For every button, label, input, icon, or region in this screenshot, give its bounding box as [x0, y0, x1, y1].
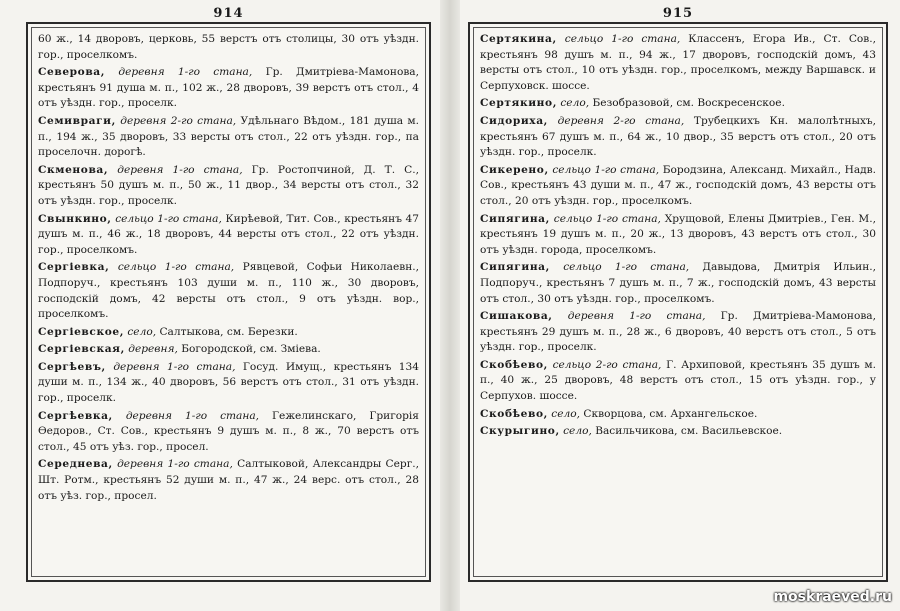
gazetteer-entry [38, 325, 419, 341]
gazetteer-entry [38, 409, 419, 456]
entry-place-name: Сидориха, [480, 114, 548, 127]
right-page-number: 915 [470, 6, 886, 21]
entry-description: Кирѣевой, Тит. Сов., крестьянъ 47 душъ м. п., 46 ж., 18 дворовъ, 44 версты отъ стол., 22 отъ уѣздн. гор., проселкомъ. [38, 212, 419, 256]
left-page [26, 6, 431, 582]
entry-settlement-type: сельцо 1-го стана, [117, 261, 235, 274]
entry-place-name: Середнева, [38, 458, 113, 471]
gazetteer-entry [38, 114, 419, 161]
gazetteer-entry [480, 424, 876, 440]
entry-place-name: Сергѣевка, [38, 409, 113, 422]
gazetteer-entry [480, 114, 876, 161]
entry-settlement-type: деревня 1-го стана, [117, 163, 243, 176]
entry-settlement-type: село, [560, 97, 590, 110]
gazetteer-entry [38, 212, 419, 259]
entry-place-name: Скобѣево, [480, 358, 548, 371]
entry-description: Безобразовой, см. Воскресенское. [592, 97, 785, 110]
entry-place-name: Сергіевка, [38, 261, 110, 274]
entry-description: Трубецкихъ Кн. малолѣтныхъ, крестьянъ 67 душъ м. п., 64 ж., 10 двор., 35 верстъ отъ стол., 20 отъ уѣздн. гор., проселк. [480, 114, 877, 159]
entry-place-name: Сертякино, [480, 97, 557, 110]
entry-place-name: Скобѣево, [480, 407, 548, 420]
entry-settlement-type: сельцо 1-го стана, [552, 163, 660, 176]
entry-description: Давыдова, Дмитрія Ильин., Подпоруч., крестьянъ 7 душъ м. п., 7 ж., господскій домъ, 43 версты отъ стол., 30 отъ уѣздн. гор., проселкомъ. [480, 261, 876, 305]
entry-description: Гр. Ростопчиной, Д. Т. С., крестьянъ 50 душъ м. п., 50 ж., 11 двор., 34 версты отъ стол., 32 отъ уѣздн. гор., проселк. [38, 163, 420, 207]
entry-description: Гр. Дмитріева-Мамонова, крестьянъ 91 душа м. п., 102 ж., 28 дворовъ, 39 верстъ отъ стол., 4 отъ уѣздн. гор., проселк. [38, 66, 419, 110]
gazetteer-entry [38, 342, 419, 358]
entry-settlement-type: село, [563, 425, 592, 438]
entry-place-name: Северова, [38, 66, 106, 79]
entry-settlement-type: сельцо 1-го стана, [553, 212, 661, 225]
gazetteer-entry [480, 212, 876, 259]
entry-settlement-type: деревня 1-го стана, [125, 409, 260, 422]
entry-settlement-type: сельцо 1-го стана, [115, 212, 222, 225]
gazetteer-entry [480, 407, 876, 423]
entry-place-name: Свынкино, [38, 212, 112, 225]
entry-description: Хрущовой, Елены Дмитріев., Ген. М., крестьянъ 19 душъ м. п., 20 ж., 13 дворовъ, 43 верстъ отъ стол., 30 отъ уѣздн. города, проселкомъ. [480, 212, 876, 256]
gazetteer-entry [38, 260, 419, 322]
entry-place-name: Сикерено, [480, 163, 549, 176]
entry-description: Г. Архиповой, крестьянъ 35 душъ м. п., 40 ж., 25 дворовъ, 48 верстъ отъ стол., 15 отъ уѣздн. гор., у Серпухов. шоссе. [480, 358, 876, 403]
entry-description: Классенъ, Егора Ив., Ст. Сов., крестьянъ 98 душъ м. п., 94 ж., 17 дворовъ, господскій домъ, 43 версты отъ стол., 10 отъ уѣздн. гор., проселкомъ, между Варшавск. и Серпуховск. шоссе. [480, 33, 877, 92]
entry-place-name: Сипягина, [480, 212, 550, 225]
entry-description: Бородзина, Александ. Михайл., Надв. Сов., крестьянъ 43 души м. п., 47 ж., господскій домъ, 43 версты отъ стол., 20 отъ уѣздн. гор., проселкомъ. [480, 163, 876, 207]
gazetteer-entry [38, 360, 419, 407]
entry-place-name: Скурыгино, [480, 425, 560, 438]
entry-place-name: Семивраги, [38, 114, 116, 127]
entry-settlement-type: деревня, [128, 343, 178, 356]
gazetteer-entry [480, 260, 876, 307]
entry-settlement-type: село, [127, 325, 157, 338]
entry-description: Салтыковой, Александры Серг., Шт. Ротм., крестьянъ 52 души м. п., 47 ж., 24 верс. отъ стол., 28 отъ уѣз. гор., просел. [38, 458, 419, 502]
entry-settlement-type: село, [551, 407, 580, 420]
gazetteer-entry [480, 32, 876, 94]
entry-place-name: Сергѣевъ, [38, 360, 106, 373]
entry-place-name: Сертякина, [480, 33, 557, 45]
entry-description: Богородской, см. Зміева. [181, 343, 321, 356]
right-page [468, 6, 888, 582]
entry-settlement-type: деревня 2-го стана, [120, 114, 237, 127]
right-page-text [480, 32, 876, 442]
gazetteer-entry [38, 32, 419, 63]
entry-settlement-type: сельцо 2-го стана, [552, 358, 662, 371]
gazetteer-entry [38, 65, 419, 112]
entry-description: Гр. Дмитріева-Мамонова, крестьянъ 29 душъ м. п., 28 ж., 6 дворовъ, 40 верстъ отъ стол., 5 отъ уѣздн. гор., проселк. [480, 310, 876, 354]
entry-place-name: Сергіевское, [38, 325, 124, 338]
entry-place-name: Скменова, [38, 163, 109, 176]
site-watermark: moskraeved.ru [773, 589, 892, 605]
book-gutter [440, 0, 460, 611]
entry-settlement-type: деревня 1-го стана, [567, 310, 706, 323]
entry-description: Рявцевой, Софьи Николаевн., Подпоруч., крестьянъ 103 души м. п., 110 ж., 30 дворовъ, господскій домъ, 42 версты отъ стол., 9 отъ уѣздн. вор., проселкомъ. [38, 261, 420, 321]
entry-settlement-type: сельцо 1-го стана, [564, 33, 681, 45]
entry-description: Госуд. Имущ., крестьянъ 134 души м. п., 134 ж., 40 дворовъ, 56 верстъ отъ стол., 31 отъ уѣздн. гор., проселк. [38, 360, 419, 405]
entry-description: Скворцова, см. Архангельское. [583, 407, 758, 420]
gazetteer-entry [38, 457, 419, 504]
gazetteer-entry [480, 163, 876, 210]
entry-settlement-type: сельцо 1-го стана, [563, 261, 690, 274]
entry-place-name: Сергіевская, [38, 343, 125, 356]
left-page-number: 914 [28, 6, 429, 21]
left-page-text [38, 32, 419, 506]
entry-description: 60 ж., 14 дворовъ, церковь, 55 верстъ отъ столицы, 30 отъ уѣздн. гор., проселкомъ. [38, 33, 419, 61]
gazetteer-entry [480, 96, 876, 112]
gazetteer-entry [480, 358, 876, 405]
entry-place-name: Сишакова, [480, 310, 553, 323]
entry-description: Гежелинскаго, Григорія Ѳедоров., Ст. Сов., крестьянъ 9 душъ м. п., 8 ж., 70 верстъ отъ стол., 45 отъ уѣз. гор., просел. [38, 409, 419, 453]
entry-description: Удѣльнаго Вѣдом., 181 душа м. п., 194 ж., 35 дворовъ, 33 версты отъ стол., 22 отъ уѣздн. гор., па проселочн. дорогѣ. [38, 114, 420, 159]
gazetteer-entry [38, 163, 419, 210]
entry-settlement-type: деревня 1-го стана, [118, 66, 253, 79]
gazetteer-entry [480, 309, 876, 356]
entry-description: Васильчикова, см. Васильевское. [595, 425, 783, 438]
entry-place-name: Сипягина, [480, 261, 550, 274]
entry-settlement-type: деревня 2-го стана, [557, 114, 685, 127]
entry-settlement-type: деревня 1-го стана, [113, 360, 236, 373]
entry-description: Салтыкова, см. Березки. [159, 325, 298, 338]
entry-settlement-type: деревня 1-го стана, [117, 458, 233, 471]
